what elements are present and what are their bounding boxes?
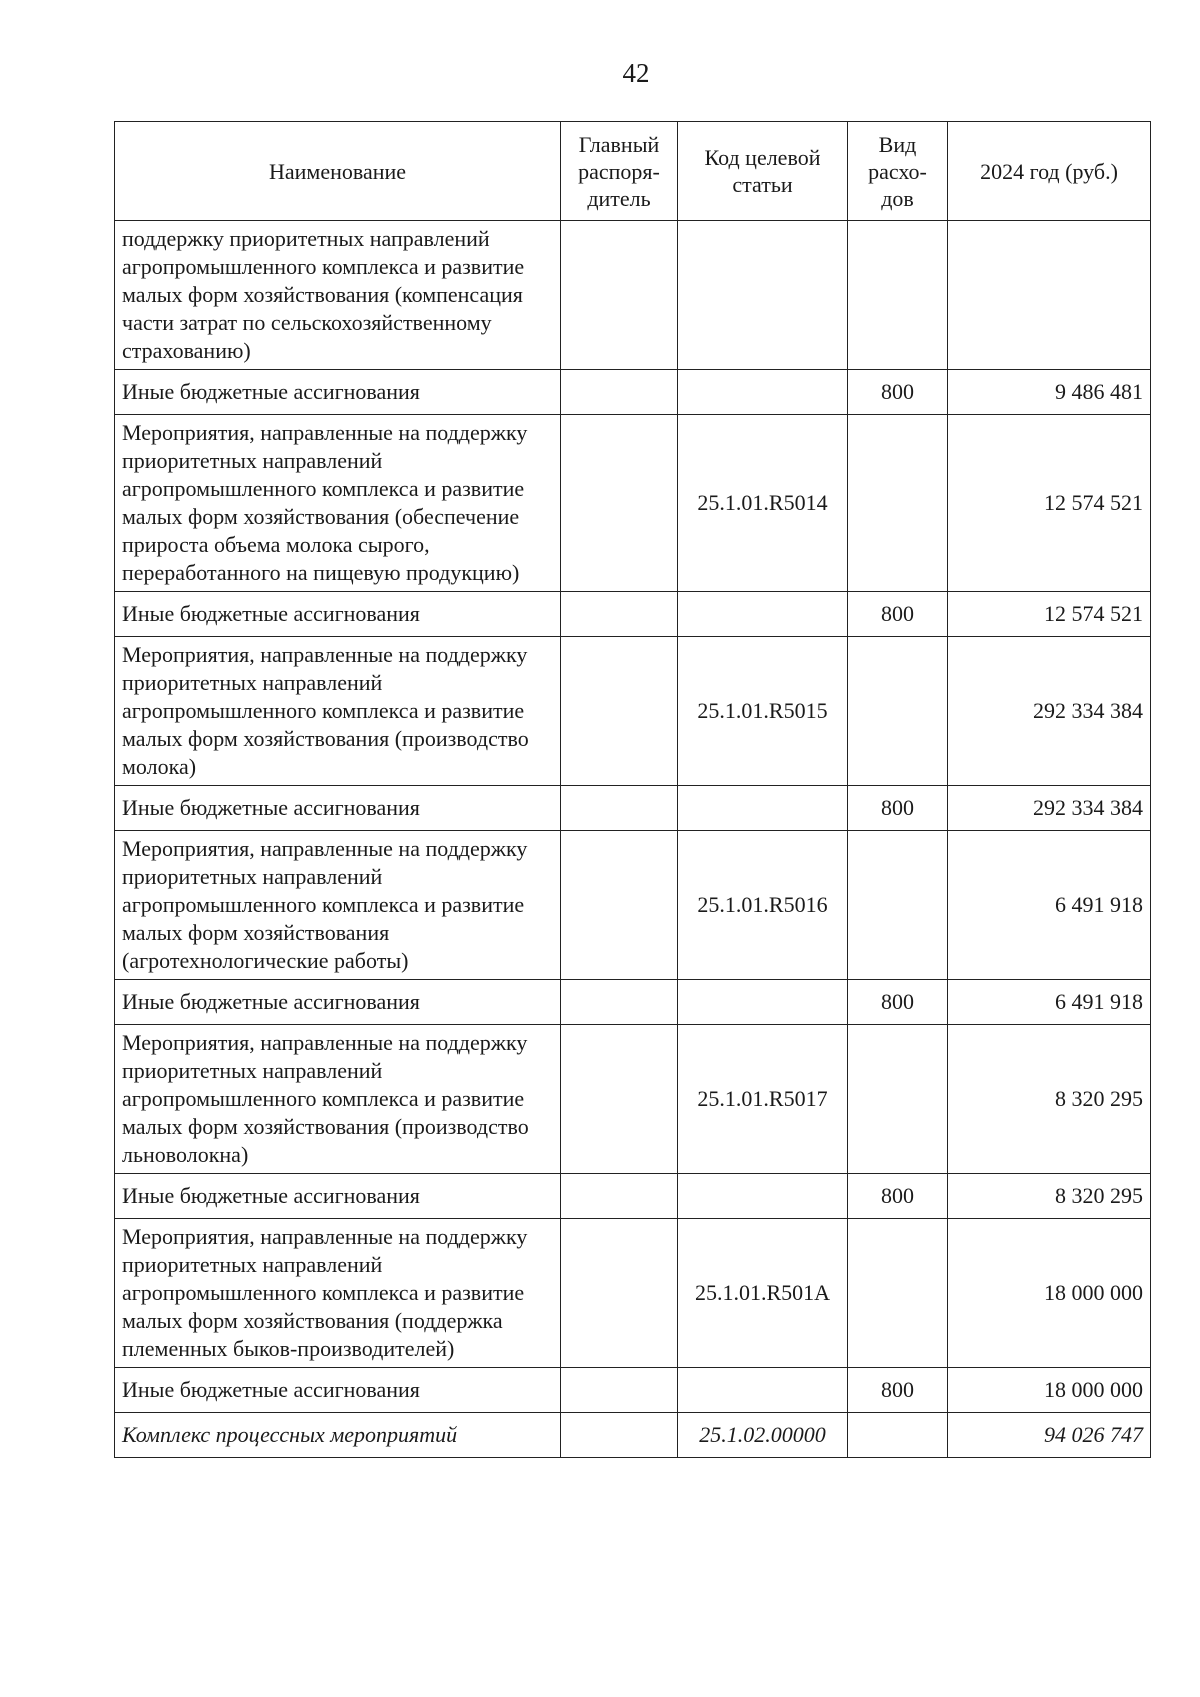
cell-amount: 12 574 521	[948, 415, 1151, 592]
cell-amount: 292 334 384	[948, 786, 1151, 831]
table-row	[115, 637, 1151, 786]
cell-manager	[561, 592, 678, 637]
cell-amount: 18 000 000	[948, 1219, 1151, 1368]
cell-kind: 800	[848, 1174, 948, 1219]
cell-code: 25.1.01.R5016	[678, 831, 848, 980]
cell-manager	[561, 1174, 678, 1219]
cell-name: Иные бюджетные ассигнования	[115, 592, 561, 637]
cell-name: Иные бюджетные ассигнования	[115, 1174, 561, 1219]
cell-name: Мероприятия, направленные на поддержку приоритетных направлений агропромышленного комплекса и развитие малых форм хозяйствования (производство молока)	[115, 637, 561, 786]
table-body	[115, 221, 1151, 1458]
cell-code	[678, 221, 848, 370]
cell-amount: 8 320 295	[948, 1174, 1151, 1219]
table-row	[115, 592, 1151, 637]
header-manager: Главный распоря-дитель	[561, 122, 678, 221]
cell-code: 25.1.01.R501А	[678, 1219, 848, 1368]
cell-amount: 94 026 747	[948, 1413, 1151, 1458]
cell-kind	[848, 1025, 948, 1174]
cell-amount: 9 486 481	[948, 370, 1151, 415]
cell-name: Мероприятия, направленные на поддержку приоритетных направлений агропромышленного комплекса и развитие малых форм хозяйствования (агротехнологические работы)	[115, 831, 561, 980]
cell-name: Иные бюджетные ассигнования	[115, 980, 561, 1025]
cell-kind: 800	[848, 786, 948, 831]
cell-manager	[561, 980, 678, 1025]
cell-manager	[561, 370, 678, 415]
cell-code: 25.1.01.R5015	[678, 637, 848, 786]
cell-name: поддержку приоритетных направлений агропромышленного комплекса и развитие малых форм хозяйствования (компенсация части затрат по сельскохозяйственному страхованию)	[115, 221, 561, 370]
header-name: Наименование	[115, 122, 561, 221]
table-row	[115, 786, 1151, 831]
cell-manager	[561, 221, 678, 370]
cell-code: 25.1.02.00000	[678, 1413, 848, 1458]
cell-kind	[848, 637, 948, 786]
cell-kind: 800	[848, 592, 948, 637]
cell-code	[678, 1174, 848, 1219]
cell-manager	[561, 831, 678, 980]
cell-code	[678, 1368, 848, 1413]
cell-code	[678, 592, 848, 637]
table-row	[115, 1413, 1151, 1458]
header-kind: Вид расхо-дов	[848, 122, 948, 221]
cell-amount	[948, 221, 1151, 370]
table-row	[115, 831, 1151, 980]
cell-manager	[561, 1025, 678, 1174]
cell-code	[678, 370, 848, 415]
table-row	[115, 415, 1151, 592]
cell-amount: 292 334 384	[948, 637, 1151, 786]
cell-name: Мероприятия, направленные на поддержку приоритетных направлений агропромышленного комплекса и развитие малых форм хозяйствования (поддержка племенных быков-производителей)	[115, 1219, 561, 1368]
table-header-row	[115, 122, 1151, 221]
cell-name: Мероприятия, направленные на поддержку приоритетных направлений агропромышленного комплекса и развитие малых форм хозяйствования (производство льноволокна)	[115, 1025, 561, 1174]
cell-kind: 800	[848, 370, 948, 415]
cell-name: Иные бюджетные ассигнования	[115, 370, 561, 415]
cell-amount: 8 320 295	[948, 1025, 1151, 1174]
cell-manager	[561, 1368, 678, 1413]
cell-name: Иные бюджетные ассигнования	[115, 786, 561, 831]
cell-name: Мероприятия, направленные на поддержку приоритетных направлений агропромышленного комплекса и развитие малых форм хозяйствования (обеспечение прироста объема молока сырого, переработанного на пищевую продукцию)	[115, 415, 561, 592]
cell-kind	[848, 1413, 948, 1458]
cell-code	[678, 786, 848, 831]
header-code: Код целевой статьи	[678, 122, 848, 221]
cell-code: 25.1.01.R5014	[678, 415, 848, 592]
cell-code: 25.1.01.R5017	[678, 1025, 848, 1174]
table-row	[115, 1368, 1151, 1413]
cell-code	[678, 980, 848, 1025]
table-row	[115, 221, 1151, 370]
cell-manager	[561, 1219, 678, 1368]
cell-manager	[561, 637, 678, 786]
cell-kind	[848, 415, 948, 592]
table-row	[115, 1025, 1151, 1174]
table-row	[115, 980, 1151, 1025]
cell-manager	[561, 1413, 678, 1458]
cell-amount: 18 000 000	[948, 1368, 1151, 1413]
cell-kind: 800	[848, 980, 948, 1025]
cell-name: Иные бюджетные ассигнования	[115, 1368, 561, 1413]
cell-manager	[561, 415, 678, 592]
table-row	[115, 1219, 1151, 1368]
cell-kind	[848, 221, 948, 370]
cell-name: Комплекс процессных мероприятий	[115, 1413, 561, 1458]
budget-table	[114, 121, 1151, 1458]
cell-kind: 800	[848, 1368, 948, 1413]
table-row	[115, 1174, 1151, 1219]
cell-manager	[561, 786, 678, 831]
table-row	[115, 370, 1151, 415]
cell-amount: 6 491 918	[948, 831, 1151, 980]
cell-amount: 6 491 918	[948, 980, 1151, 1025]
page-number: 42	[622, 58, 650, 88]
cell-kind	[848, 1219, 948, 1368]
header-amount: 2024 год (руб.)	[948, 122, 1151, 221]
cell-kind	[848, 831, 948, 980]
cell-amount: 12 574 521	[948, 592, 1151, 637]
